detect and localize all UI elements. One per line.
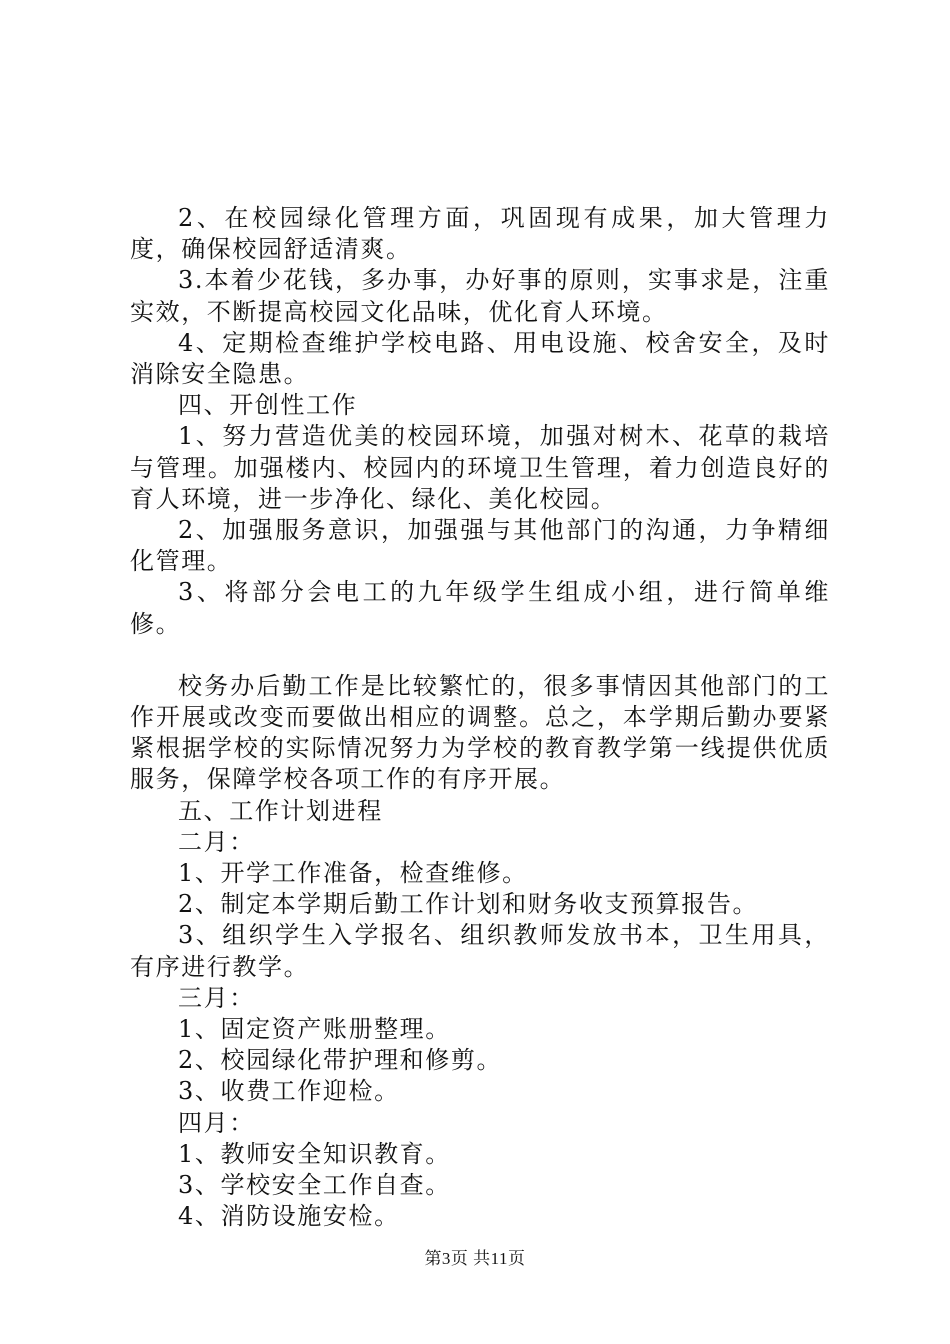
list-item: 1、教师安全知识教育。 xyxy=(178,1139,451,1168)
list-item: 1、开学工作准备，检查维修。 xyxy=(178,859,528,888)
paragraph-spacer xyxy=(130,640,830,671)
paragraph-electrical-inspection: 4、定期检查维护学校电路、用电设施、校舍安全，及时消除安全隐患。 xyxy=(130,328,830,389)
list-item: 2、制定本学期后勤工作计划和财务收支预算报告。 xyxy=(178,890,759,919)
month-heading-february: 二月： xyxy=(178,827,255,856)
list-item: 3、组织学生入学报名、组织教师发放书本，卫生用具，有序进行教学。 xyxy=(130,921,830,981)
paragraph-summary: 校务办后勤工作是比较繁忙的，很多事情因其他部门的工作开展或改变而要做出相应的调整。总之，本学期后勤办要紧紧根据学校的实际情况努力为学校的教育教学第一线提供优质服务，保障学校各项工作的有序开展。 xyxy=(130,671,830,794)
list-item: 1、固定资产账册整理。 xyxy=(178,1015,451,1044)
list-item: 2、校园绿化带护理和修剪。 xyxy=(178,1046,503,1075)
month-heading-march: 三月： xyxy=(178,983,255,1012)
page-number-footer: 第3页 共11页 xyxy=(424,1249,526,1268)
paragraph-service-awareness: 2、加强服务意识，加强强与其他部门的沟通，力争精细化管理。 xyxy=(130,516,830,576)
section-heading-pioneering-work: 四、开创性工作 xyxy=(178,391,358,420)
month-heading-april: 四月： xyxy=(178,1108,255,1137)
list-item: 4、消防设施安检。 xyxy=(178,1202,400,1231)
list-item: 3、学校安全工作自查。 xyxy=(178,1171,451,1200)
section-heading-schedule: 五、工作计划进程 xyxy=(178,796,383,825)
list-item: 3、收费工作迎检。 xyxy=(178,1077,400,1106)
paragraph-frugal-principle: 3.本着少花钱，多办事，办好事的原则，实事求是，注重实效，不断提高校园文化品味，优化育人环境。 xyxy=(130,266,830,326)
document-body xyxy=(130,203,830,1233)
paragraph-campus-environment: 1、努力营造优美的校园环境，加强对树木、花草的栽培与管理。加强楼内、校园内的环境卫生管理，着力创造良好的育人环境，进一步净化、绿化、美化校园。 xyxy=(130,422,830,513)
paragraph-student-repair-team: 3、将部分会电工的九年级学生组成小组，进行简单维修。 xyxy=(130,578,830,638)
paragraph-greening-management: 2、在校园绿化管理方面，巩固现有成果，加大管理力度，确保校园舒适清爽。 xyxy=(130,204,830,264)
